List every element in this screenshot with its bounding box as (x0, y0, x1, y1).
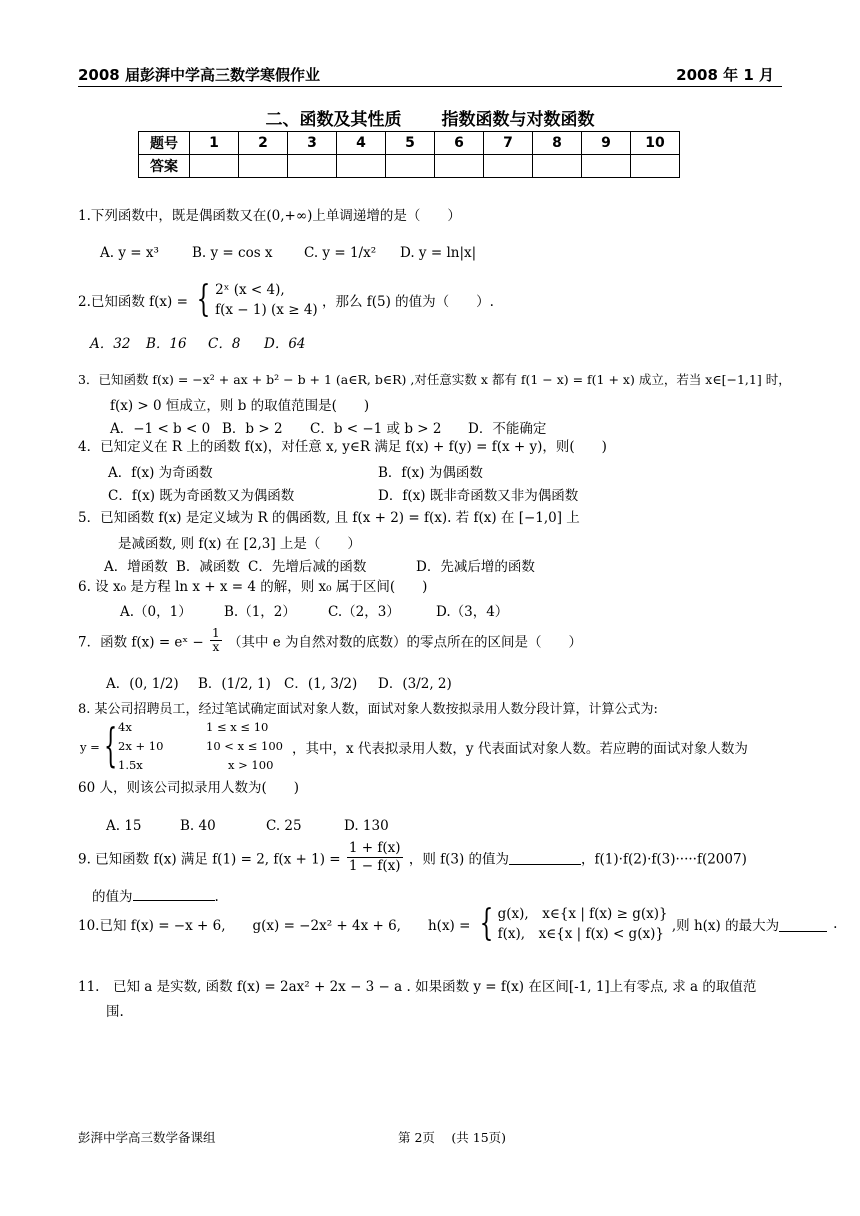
q5-option-c: C．先增后减的函数 (248, 559, 367, 575)
q4-option-a: A．f(x) 为奇函数 (108, 465, 213, 481)
answer-table-row2-label: 答案 (139, 155, 190, 178)
q8-cond: 10 < x ≤ 100 (206, 739, 283, 753)
q7-stem (78, 627, 582, 654)
q3-options (110, 417, 546, 437)
q9-mid2: ，f(1)·f(2)·f(3)·····f(2007) (581, 851, 747, 868)
q10-pre: 10.已知 f(x) = −x + 6, g(x) = −2x² + 4x + 6, h(x) = (78, 918, 471, 934)
q6-options (120, 600, 508, 620)
answer-cell[interactable] (386, 155, 435, 178)
answer-table-header-row (139, 132, 680, 155)
q10-case1: g(x), x∈{x | f(x) ≥ g(x)} (497, 906, 668, 922)
q2-options (90, 332, 306, 352)
answer-table (138, 131, 680, 178)
q10-brace: { (479, 903, 494, 944)
q6-option-b: B.（1，2） (224, 604, 296, 620)
q10-cases (498, 904, 668, 944)
q2-option-b: B．16 (146, 336, 187, 352)
q4-option-b: B．f(x) 为偶函数 (378, 465, 483, 481)
answer-number: 3 (288, 132, 337, 155)
page-header (78, 62, 782, 87)
footer-left: 彭湃中学高三数学备课组 (78, 1130, 216, 1145)
q8-expr: 4x (118, 720, 132, 734)
q4-option-c: C．f(x) 既为奇函数又为偶函数 (108, 488, 295, 504)
q7-option-c: C．(1, 3/2) (284, 676, 358, 692)
q8-piecewise (118, 718, 283, 775)
q8-line2: ，其中，x 代表拟录用人数，y 代表面试对象人数。若应聘的面试对象人数为 (292, 741, 748, 757)
footer-page-number: 第 2页 (共 15页) (398, 1130, 507, 1145)
q7-fraction (210, 627, 222, 654)
q10-blank[interactable] (779, 917, 827, 932)
q1-stem: 1.下列函数中，既是偶函数又在(0,+∞)上单调递增的是（ ） (78, 208, 461, 224)
q7-option-a: A．(0, 1/2) (106, 676, 179, 692)
q8-row (118, 718, 269, 737)
q3-option-d: D．不能确定 (468, 421, 547, 437)
q2-post: ，那么 f(5) 的值为（ ）. (321, 294, 494, 310)
q8-options (106, 818, 389, 834)
q10-post: ,则 h(x) 的最大为 (671, 918, 780, 934)
q11-line1: 11. 已知 a 是实数, 函数 f(x) = 2ax² + 2x − 3 − a . 如果函数 y = f(x) 在区间[-1, 1]上有零点, 求 a 的取值范 (78, 979, 757, 995)
q9-fraction (347, 840, 403, 875)
q5-line2: 是减函数, 则 f(x) 在 [2,3] 上是（ ） (118, 536, 361, 552)
q9-stem (78, 840, 747, 875)
q3-option-a: A．−1 < b < 0 (110, 421, 211, 437)
q9-blank-1[interactable] (509, 850, 581, 865)
answer-cell[interactable] (239, 155, 288, 178)
answer-number: 5 (386, 132, 435, 155)
q8-row (118, 737, 283, 756)
answer-cell[interactable] (337, 155, 386, 178)
q9-line2: 的值为 . (92, 885, 219, 905)
answer-table-row1-label: 题号 (139, 132, 190, 155)
answer-cell[interactable] (288, 155, 337, 178)
q1-option-d: D. y = ln|x| (400, 245, 477, 261)
q2-brace: { (196, 279, 211, 320)
q9-frac-denominator: 1 − f(x) (348, 858, 401, 874)
q7-options (106, 672, 452, 692)
answer-cell[interactable] (190, 155, 239, 178)
answer-number: 8 (533, 132, 582, 155)
q2-pre: 2.已知函数 f(x) = (78, 294, 188, 310)
q2-case2: f(x − 1) (x ≥ 4) (215, 302, 318, 318)
q4-stem: 4．已知定义在 R 上的函数 f(x)，对任意 x, y∈R 满足 f(x) + f(y) = f(x + y)，则( ) (78, 439, 607, 455)
header-left: 2008 届彭湃中学高三数学寒假作业 (78, 66, 320, 84)
answer-number: 6 (435, 132, 484, 155)
title-part2: 指数函数与对数函数 (441, 110, 595, 130)
q10-case2: f(x), x∈{x | f(x) < g(x)} (497, 926, 664, 942)
q11-line2: 围. (106, 1004, 124, 1020)
answer-table-answer-row (139, 155, 680, 178)
q3-line1: 3．已知函数 f(x) = −x² + ax + b² − b + 1 (a∈R, b∈R) ,对任意实数 x 都有 f(1 − x) = f(1 + x) 成立，若当 x∈[−1,1] 时， (78, 372, 791, 387)
q5-option-b: B．减函数 (176, 559, 240, 575)
answer-number: 2 (239, 132, 288, 155)
answer-cell[interactable] (484, 155, 533, 178)
q10-tail: . (833, 916, 838, 932)
q8-expr: 1.5x (118, 758, 143, 772)
answer-number: 9 (582, 132, 631, 155)
q7-option-d: D．(3/2, 2) (378, 676, 452, 692)
q5-options (104, 555, 535, 575)
q8-option-a: A. 15 (106, 818, 142, 834)
q2-case1: 2ˣ (x < 4), (215, 282, 285, 298)
section-title (0, 105, 860, 130)
q9-line2-text: 的值为 (92, 889, 133, 905)
q5-option-d: D．先减后增的函数 (416, 559, 535, 575)
q10-stem (78, 904, 837, 944)
q7-option-b: B．(1/2, 1) (198, 676, 271, 692)
q2-option-a: A．32 (90, 336, 131, 352)
q8-option-d: D. 130 (344, 818, 389, 834)
answer-number: 7 (484, 132, 533, 155)
q6-option-a: A.（0，1） (120, 604, 192, 620)
q9-blank-2[interactable] (133, 886, 215, 901)
answer-number: 1 (190, 132, 239, 155)
q8-row (118, 756, 274, 775)
q5-line1: 5．已知函数 f(x) 是定义域为 R 的偶函数, 且 f(x + 2) = f(x). 若 f(x) 在 [−1,0] 上 (78, 510, 580, 526)
q7-post: （其中 e 为自然对数的底数）的零点所在的区间是（ ） (227, 634, 583, 651)
answer-cell[interactable] (582, 155, 631, 178)
q9-pre: 9. 已知函数 f(x) 满足 f(1) = 2, f(x + 1) = (78, 851, 341, 868)
q9-frac-numerator: 1 + f(x) (348, 840, 401, 856)
q3-option-b: B．b > 2 (222, 421, 283, 437)
header-right: 2008 年 1 月 (676, 66, 774, 84)
q3-option-c: C．b < −1 或 b > 2 (310, 421, 442, 437)
q2-option-c: C．8 (208, 336, 241, 352)
q8-option-b: B. 40 (180, 818, 216, 834)
q9-mid: ，则 f(3) 的值为 (408, 851, 510, 868)
q4-option-d: D．f(x) 既非奇函数又非为偶函数 (378, 488, 579, 504)
q2-option-d: D．64 (264, 336, 306, 352)
q8-option-c: C. 25 (266, 818, 302, 834)
q1-option-b: B. y = cos x (192, 245, 273, 261)
answer-number: 10 (631, 132, 680, 155)
q6-stem: 6. 设 x₀ 是方程 ln x + x = 4 的解，则 x₀ 属于区间( ) (78, 579, 428, 595)
q1-options (100, 245, 476, 261)
q2-cases (215, 280, 318, 320)
answer-number: 4 (337, 132, 386, 155)
answer-cell[interactable] (631, 155, 680, 178)
title-part1: 二、函数及其性质 (265, 110, 402, 130)
q8-line3: 60 人，则该公司拟录用人数为( ) (78, 780, 300, 796)
answer-cell[interactable] (533, 155, 582, 178)
q7-frac-denominator: x (212, 640, 220, 654)
q8-cond: 1 ≤ x ≤ 10 (206, 720, 269, 734)
q8-line1: 8. 某公司招聘员工，经过笔试确定面试对象人数，面试对象人数按拟录用人数分段计算，计算公式为: (78, 702, 658, 717)
q5-option-a: A．增函数 (104, 559, 168, 575)
q6-option-d: D.（3，4） (436, 604, 509, 620)
q1-option-c: C. y = 1/x² (304, 245, 377, 261)
q2-stem (78, 280, 494, 320)
q7-pre: 7．函数 f(x) = eˣ − (78, 634, 204, 651)
answer-cell[interactable] (435, 155, 484, 178)
q6-option-c: C.（2，3） (328, 604, 400, 620)
q8-cond: x > 100 (228, 758, 274, 772)
q1-option-a: A. y = x³ (100, 245, 159, 261)
q8-brace: { (104, 718, 118, 772)
q8-expr: 2x + 10 (118, 739, 164, 753)
q3-line2: f(x) > 0 恒成立，则 b 的取值范围是( ) (110, 398, 370, 414)
q8-y-label: y = (80, 740, 100, 754)
q7-frac-numerator: 1 (212, 626, 220, 640)
